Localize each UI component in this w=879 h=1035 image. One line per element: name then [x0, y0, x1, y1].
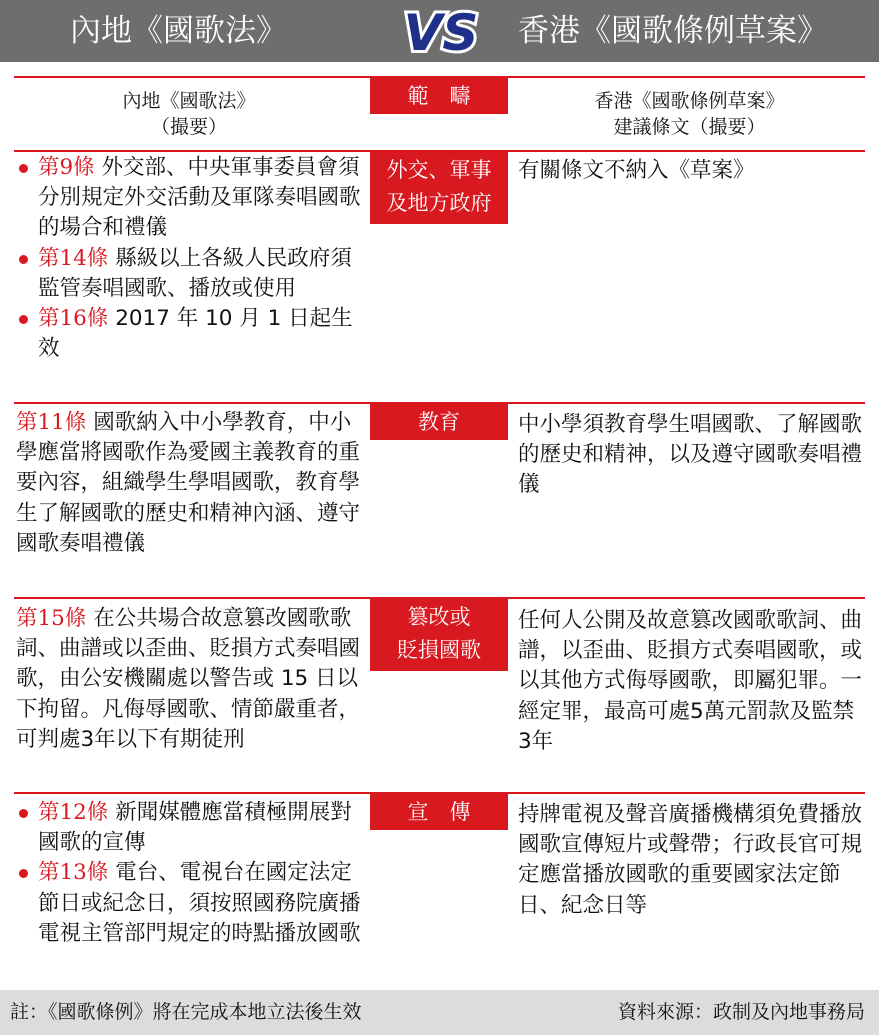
article-text: 縣級以上各級人民政府須監管奏唱國歌、播放或使用	[38, 245, 352, 301]
article-number: 第12條	[38, 800, 109, 825]
right-cell-education: 中小學須教育學生唱國歌、了解國歌的歷史和精神，以及遵守國歌奏唱禮儀	[518, 412, 863, 498]
bullet-item	[16, 244, 368, 304]
article-number: 第14條	[38, 245, 109, 271]
left-cell-insult	[16, 604, 368, 755]
article-paragraph	[16, 604, 368, 755]
article-text: 外交部、中央軍事委員會須分別規定外交活動及軍隊奏唱國歌的場合和禮儀	[38, 155, 361, 241]
article-text: 新聞媒體應當積極開展對國歌的宣傳	[38, 800, 352, 856]
bullet-item	[16, 858, 368, 949]
left-heading-line1: 內地《國歌法》	[122, 90, 256, 112]
article-number: 第11條	[16, 410, 87, 435]
footer-source: 資料來源：政制及內地事務局	[617, 1001, 865, 1023]
article-text: 電台、電視台在國定法定節日或紀念日，須按照國務院廣播電視主管部門規定的時點播放國歌	[38, 860, 361, 946]
category-diplomacy-line2: 及地方政府	[386, 191, 492, 215]
category-insult-line2: 貶損國歌	[397, 638, 481, 662]
vs-text: VS	[403, 4, 479, 62]
category-education: 教育	[370, 404, 508, 440]
left-cell-publicity	[16, 798, 368, 949]
article-paragraph	[16, 408, 368, 559]
right-heading-line2: 建議條文（撮要）	[613, 116, 766, 138]
category-publicity: 宣 傳	[370, 794, 508, 830]
left-column-heading	[14, 88, 364, 140]
article-text: 國歌納入中小學教育，中小學應當將國歌作為愛國主義教育的重要內容，組織學生學唱國歌，教育學生了解國歌的歷史和精神內涵、遵守國歌奏唱禮儀	[16, 410, 361, 556]
left-cell-education	[16, 408, 368, 559]
header-left-title: 內地《國歌法》	[70, 13, 287, 49]
category-scope: 範 疇	[370, 78, 508, 114]
footer-note: 註：《國歌條例》將在完成本地立法後生效	[10, 1001, 362, 1023]
article-text: 2017 年 10 月 1 日起生效	[38, 306, 353, 362]
footer-bar	[0, 990, 879, 1035]
vs-logo	[395, 0, 487, 64]
right-cell-insult: 任何人公開及故意篡改國歌歌詞、曲譜，以歪曲、貶損方式奏唱國歌，或以其他方式侮辱國歌，即屬犯罪。一經定罪，最高可處5萬元罰款及監禁3年	[518, 608, 863, 754]
category-diplomacy-line1: 外交、軍事	[386, 158, 492, 182]
bullet-item	[16, 304, 368, 364]
article-number: 第15條	[16, 606, 87, 631]
bullet-item	[16, 153, 368, 244]
article-text: 在公共場合故意篡改國歌歌詞、曲譜或以歪曲、貶損方式奏唱國歌，由公安機關處以警告或 15 日以下拘留。凡侮辱國歌、情節嚴重者，可判處3年以下有期徒刑	[16, 606, 361, 752]
left-heading-line2: （撮要）	[150, 116, 227, 138]
article-number: 第13條	[38, 860, 109, 886]
right-cell-diplomacy: 有關條文不納入《草案》	[518, 158, 755, 183]
right-column-heading	[512, 88, 867, 140]
article-number: 第9條	[38, 155, 95, 180]
bullet-item	[16, 798, 368, 858]
category-diplomacy-military	[370, 152, 508, 224]
category-insult-line1: 篡改或	[407, 605, 471, 629]
right-heading-line1: 香港《國歌條例草案》	[594, 90, 785, 112]
article-number: 第16條	[38, 306, 109, 332]
category-insult	[370, 599, 508, 671]
left-cell-diplomacy	[16, 153, 368, 364]
header-right-title: 香港《國歌條例草案》	[518, 13, 828, 49]
right-cell-publicity: 持牌電視及聲音廣播機構須免費播放國歌宣傳短片或聲帶；行政長官可規定應當播放國歌的重要國家法定節日、紀念日等	[518, 802, 863, 918]
